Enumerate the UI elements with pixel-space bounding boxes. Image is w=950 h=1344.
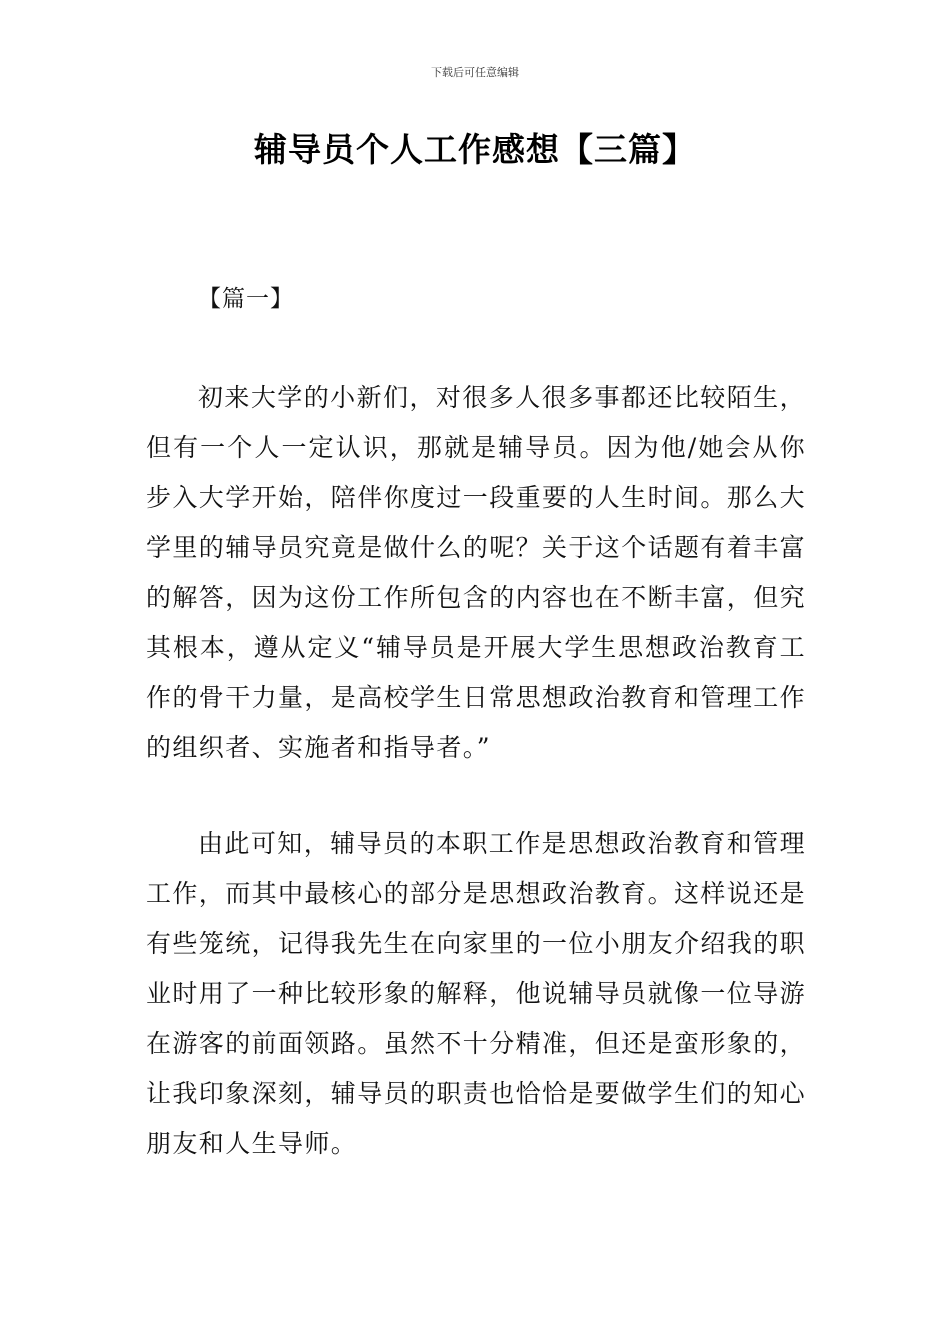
paragraph-1: 初来大学的小新们，对很多人很多事都还比较陌生，但有一个人一定认识，那就是辅导员。因为他/她会从你步入大学开始，陪伴你度过一段重要的人生时间。那么大学里的辅导员究竟是做什么的呢？关于这个话题有着丰富的解答，因为这份工作所包含的内容也在不断丰富，但究其根本，遵从定义“辅导员是开展大学生思想政治教育工作的骨干力量，是高校学生日常思想政治教育和管理工作的组织者、实施者和指导者。” — [146, 383, 807, 762]
section-heading: 【篇一】 — [198, 286, 294, 312]
page-title: 辅导员个人工作感想【三篇】 — [254, 130, 696, 169]
header-note: 下载后可任意编辑 — [431, 66, 519, 79]
paragraph-2: 由此可知，辅导员的本职工作是思想政治教育和管理工作，而其中最核心的部分是思想政治教育。这样说还是有些笼统，记得我先生在向家里的一位小朋友介绍我的职业时用了一种比较形象的解释，他说辅导员就像一位导游在游客的前面领路。虽然不十分精准，但还是蛮形象的，让我印象深刻，辅导员的职责也恰恰是要做学生们的知心朋友和人生导师。 — [146, 829, 807, 1158]
